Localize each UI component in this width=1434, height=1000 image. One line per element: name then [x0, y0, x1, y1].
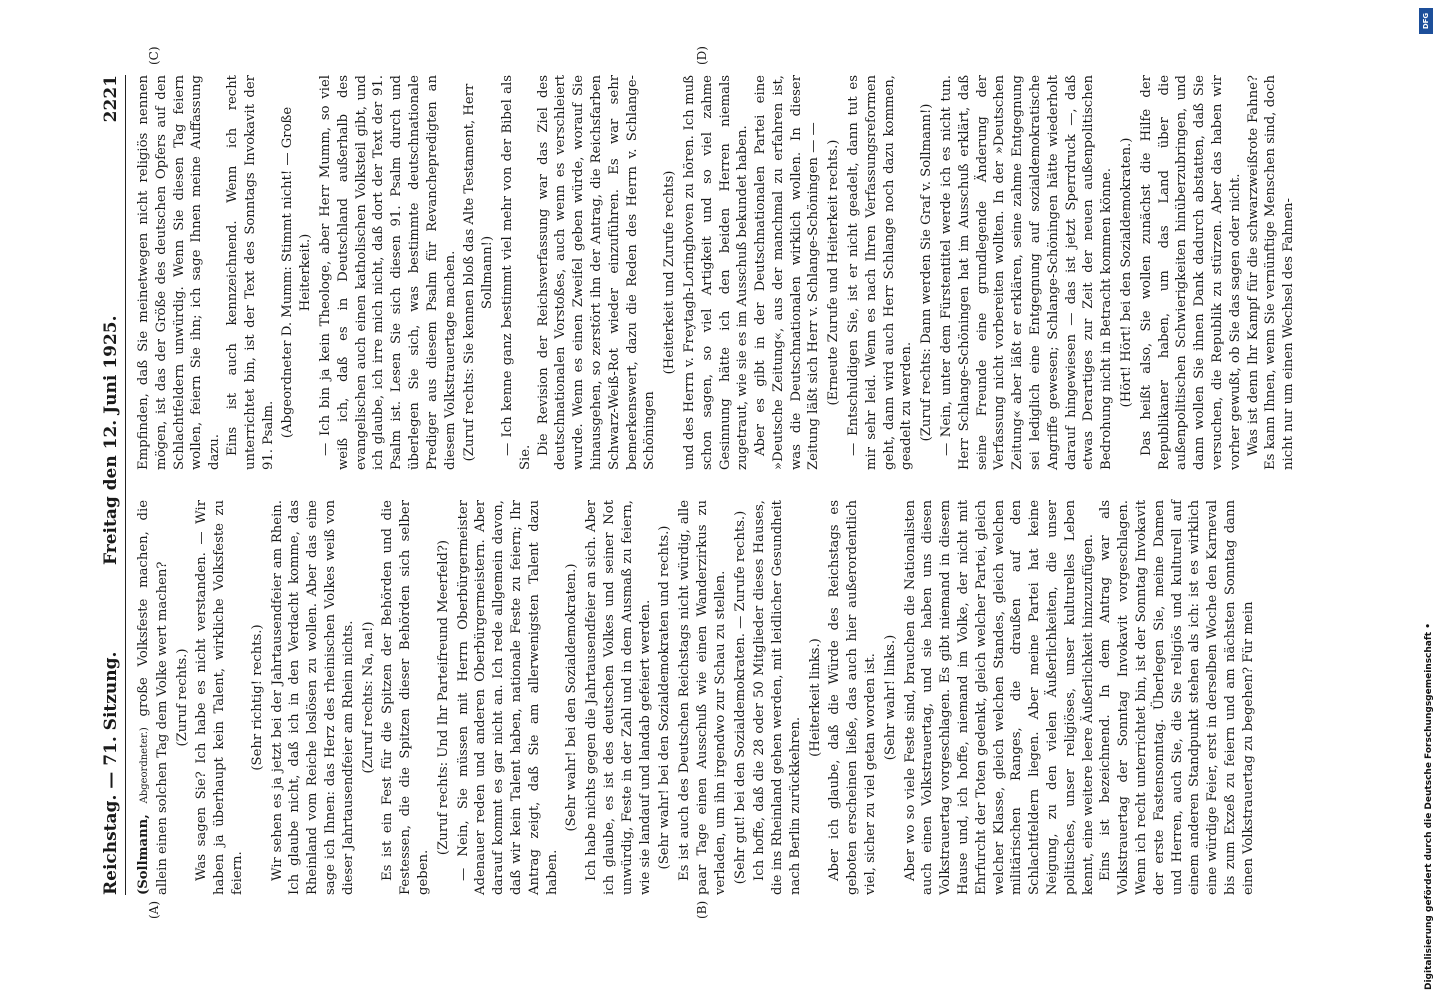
funding-notice: Digitalisierung gefördert durch die Deutsche Forschungsgemeinschaft •: [1424, 623, 1434, 990]
paragraph: Aber ich glaube, daß die Würde des Reichstags es geboten erscheinen ließe, das auch hier außerordentlich viel, sicher zu viel getan worden ist.: [827, 500, 879, 895]
paragraph: — Entschuldigen Sie, ist er nicht geadelt, dann tut es mir sehr leid. Wenn es nach Ihren Verfassungsreformen geht, dann wird auch Herr Schlange noch dazu kommen, geadelt zu werden.: [846, 75, 915, 470]
paragraph: — Nein, Sie müssen mit Herrn Oberbürgermeister Adenauer reden und anderen Oberbürgermeistern. Aber darauf kommt es gar nicht an. Ich rede allgemein davon, daß wir kein Talent haben, nationale Feste zu feiern; Ihr Antrag zeigt, daß Sie am allerwenigsten Talent dazu haben.: [455, 500, 560, 895]
paragraph: Es ist ein Fest für die Spitzen der Behörden und die Festessen, die die Spitzen dieser Behörden sich selber geben.: [380, 500, 431, 895]
header-session: Reichstag. — 71. Sitzung.: [101, 651, 121, 895]
page-content: [95, 46, 1297, 919]
paragraph: Ich hoffe, daß die 28 oder 50 Mitglieder dieses Hauses, die ins Rheinland gehen werden, mit leidlicher Gesundheit nach Berlin zurückkehren.: [752, 500, 803, 895]
interjection: (Sehr wahr! links.): [882, 634, 898, 761]
paragraph: Das heißt also, Sie wollen zunächst die Hilfe der Republikaner haben, um das Land über die außenpolitischen Schwierigkeiten hinüberzubringen, und dann wollen Sie ihnen Dank dadurch abstatten, daß Sie versuchen, die Republik zu stürzen. Aber das haben wir vorher gewußt, ob Sie das sagen oder nicht.: [1138, 75, 1243, 470]
margin-marker-d: (D): [695, 46, 709, 65]
interjection: (Hört! Hört! bei den Sozialdemokraten.): [1119, 137, 1135, 408]
margin-marker-a: (A): [147, 900, 161, 919]
paragraph: Die Revision der Reichsverfassung war das Ziel des deutschnationalen Vorstoßes, auch wenn es verschleiert wurde. Wenn es einen Zweifel geben würde, worauf Sie hinausgehen, so zerstört ihn der Antrag, die Reichsfarben Schwarz-Weiß-Rot wieder einzuführen. Es war sehr bemerkenswert, dazu die Reden des Herrn v. Schlange-Schöningen: [535, 75, 658, 470]
paragraph: Wir sehen es ja jetzt bei der Jahrtausendfeier am Rhein. Ich glaube nicht, daß ich in den Verdacht komme, das Rheinland vom Reiche loslösen zu wollen. Aber das eine sage ich Ihnen: das Herz des rheinischen Volkes weiß von dieser Jahrtausendfeier am Rhein nichts.: [269, 500, 356, 895]
paragraph: — Ich kenne ganz bestimmt viel mehr von der Bibel als Sie.: [499, 75, 533, 470]
interjection: (Sehr richtig! rechts.): [249, 624, 265, 771]
interjection: (Abgeordneter D. Mumm: Stimmt nicht! — Große Heiterkeit.): [280, 106, 314, 439]
interjection: (Erneute Zurufe und Heiterkeit rechts.): [826, 139, 842, 406]
paragraph: Was sagen Sie? Ich habe es nicht verstanden. — Wir haben ja überhaupt kein Talent, wirkliche Volksfeste zu feiern.: [194, 500, 245, 895]
paragraph: Was ist denn Ihr Kampf für die schwarzweißrote Fahne? Es kann Ihnen, wenn Sie vernünftige Menschen sind, doch nicht nur um einen Wechsel des Fahnen-: [1245, 75, 1297, 470]
speaker-role: Abgeordneter.): [139, 727, 150, 804]
page-number: 2221: [101, 75, 121, 123]
paragraph: — Nein, unter dem Fürstentitel werde ich es nicht tun. Herr Schlange-Schöningen hat im Ausschuß erklärt, daß seine Freunde eine grundlegende Änderung der Verfassung nicht vorbereiten wollten. In der »Deutschen Zeitung« aber läßt er erklären, seine zahme Entgegnung sei lediglich eine Entgegnung auf sozialdemokratische Angriffe gewesen; Schlange-Schöningen hätte wiederholt darauf hingewiesen — das ist jetzt Sperrdruck —, daß etwas Derartiges zur Zeit der neuen außenpolitischen Bedrohung nicht in Betracht kommen könne.: [939, 75, 1115, 470]
paragraph: Aber es gibt in der Deutschnationalen Partei eine »Deutsche Zeitung«, aus der manchmal zu erfahren ist, was die Deutschnationalen wirklich wollen. In dieser Zeitung läßt sich Herr v. Schlange-Schöningen — —: [753, 75, 822, 470]
interjection: (Zuruf rechts: Dann werden Sie Graf v. Sollmann!): [919, 103, 935, 442]
interjection: (Zuruf rechts: Na, na!): [360, 621, 376, 774]
left-column: [135, 500, 1265, 895]
dfg-logo-text: DFG: [1422, 12, 1430, 30]
paragraph-text: große Volksfeste machen, die allein einen solchen Tag dem Volke wert machen?: [136, 500, 170, 895]
paragraph: Aber wo so viele Feste sind, brauchen die Nationalisten auch einen Volkstrauertag, und sie haben uns diesen Volkstrauertag vorgeschlagen. Es gibt niemand in diesem Hause und, ich hoffe, niemand im Volke, der nicht mit Ehrfurcht der Toten gedenkt, gleich welcher Partei, gleich welcher Klasse, gleich welchen Standes, gleich welchen militärischen Ranges, die draußen auf den Schlachtfeldern liegen. Aber meine Partei hat keine Neigung, zu den vielen Äußerlichkeiten, die unser politisches, unser religiöses, unser kulturelles Leben kennt, eine weitere leere Äußerlichkeit hinzuzufügen.: [902, 500, 1096, 895]
paragraph: [135, 500, 172, 895]
paragraph: und des Herrn v. Freytagh-Loringhoven zu hören. Ich muß schon sagen, so viel Artigkeit und so viel zahme Gesinnung hätte ich den beiden Herren niemals zugetraut, wie sie es im Ausschuß bekundet haben.: [681, 75, 751, 470]
interjection: (Zuruf rechts: Sie kennen bloß das Alte Testament, Herr Sollmann!): [462, 83, 496, 462]
interjection: (Zuruf rechts.): [174, 648, 190, 747]
header-date: Freitag den 12. Juni 1925.: [101, 315, 121, 565]
interjection: (Sehr wahr! bei den Sozialdemokraten und rechts.): [657, 525, 673, 870]
margin-marker-b: (B): [695, 900, 709, 919]
paragraph: — Ich bin ja kein Theologe, aber Herr Mumm, so viel weiß ich, daß es in Deutschland außerhalb des evangelischen auch einen katholischen Volksteil gibt, und ich glaube, ich irre mich nicht, daß dort der Text der 91. Psalm ist. Lesen Sie sich diesen 91. Psalm durch und überlegen Sie sich, was bestimmte deutschnationale Prediger aus diesem Psalm für Revanchepredigten an diesem Volkstrauertage machen.: [317, 75, 458, 470]
interjection: (Sehr wahr! bei den Sozialdemokraten.): [564, 563, 580, 832]
paragraph: Eins ist auch kennzeichnend. Wenn ich recht unterrichtet bin, ist der Text des Sonntags Invokavit der 91. Psalm.: [224, 75, 276, 470]
page-header: [95, 75, 126, 895]
margin-marker-c: (C): [147, 46, 161, 65]
paragraph: Eins ist bezeichnend. In dem Antrag war als Volkstrauertag der Sonntag Invokavit vorgeschlagen. Wenn ich recht unterrichtet bin, ist der Sonntag Invokavit der erste Fastensonntag. Überlegen Sie, meine Damen und Herren, auch Sie, die Sie religiös und kulturell auf einem anderen Standpunkt stehen als ich: ist es wirklich eine würdige Feier, erst in derselben Woche den Karneval bis zum Exzeß zu feiern und am nächsten Sonntag dann einen Volkstrauertag zu begehen? Für mein: [1098, 500, 1256, 895]
paragraph: Es ist auch des Deutschen Reichstags nicht würdig, alle paar Tage einen Ausschuß wie einen Wanderzirkus zu verladen, um ihn irgendwo zur Schau zu stellen.: [677, 500, 728, 895]
interjection: (Sehr gut! bei den Sozialdemokraten. — Zurufe rechts.): [732, 510, 748, 885]
dfg-logo: [1419, 8, 1433, 34]
interjection: (Heiterkeit und Zurufe rechts): [662, 170, 678, 375]
right-column: [135, 75, 1297, 470]
paragraph: Ich habe nichts gegen die Jahrtausendfeier an sich. Aber ich glaube, es ist des deutschen Volkes und seiner Not unwürdig, Feste in der Zahl und in dem Ausmaß zu feiern, wie sie landauf und landab gefeiert werden.: [584, 500, 653, 895]
speaker-name: (Sollmann,: [136, 814, 151, 895]
interjection: (Heiterkeit links.): [807, 638, 823, 757]
interjection: (Zuruf rechts: Und Ihr Parteifreund Meerfeld?): [435, 539, 451, 856]
paragraph: Empfinden, daß Sie meinetwegen nicht religiös nennen mögen, ist das der Größe des deutschen Opfers auf den Schlachtfeldern unwürdig. Wenn Sie diesen Tag feiern wollen, feiern Sie ihn; ich sage Ihnen meine Auffassung dazu.: [136, 75, 223, 470]
